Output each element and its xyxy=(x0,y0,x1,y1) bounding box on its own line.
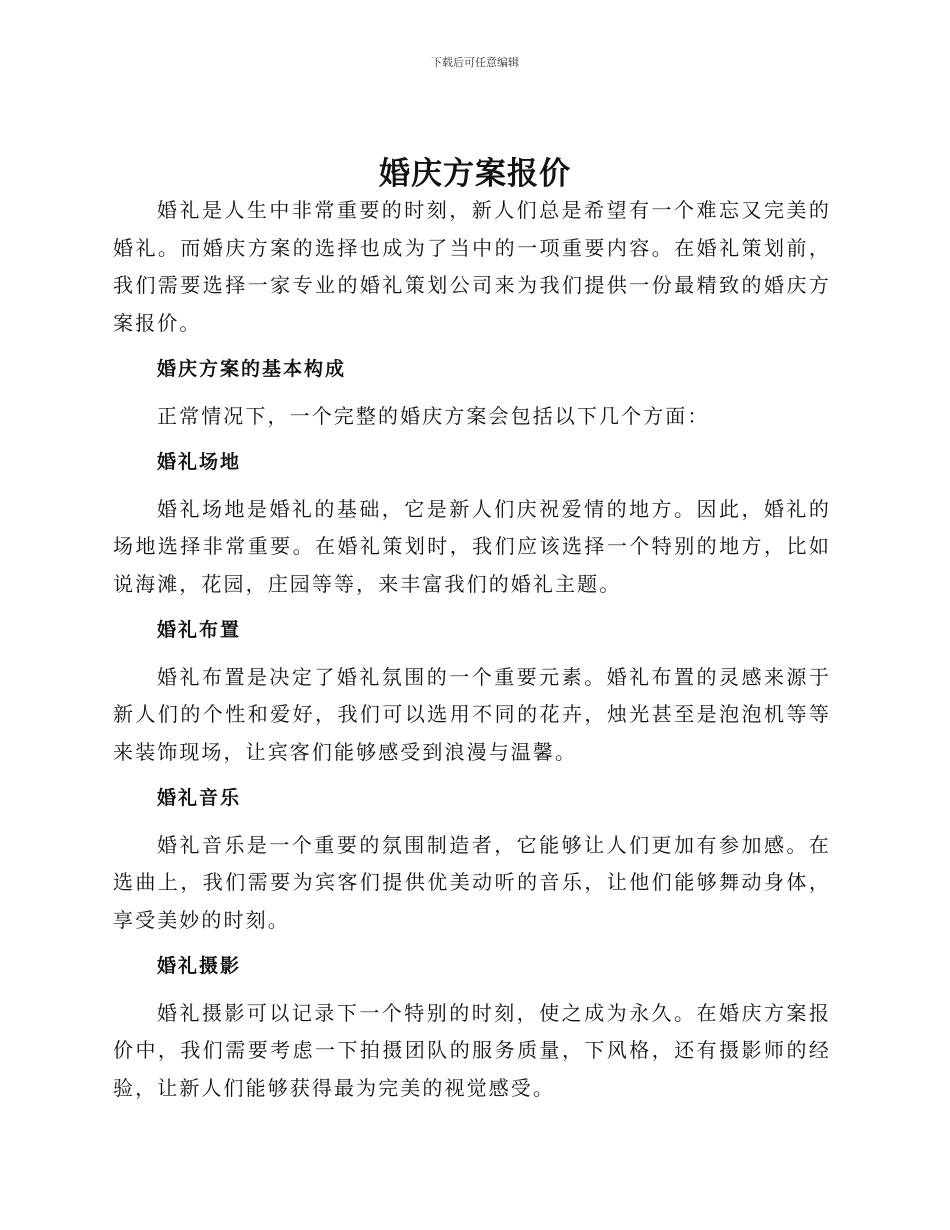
document-title: 婚庆方案报价 xyxy=(379,156,571,192)
section-heading-venue: 婚礼场地 xyxy=(157,451,242,473)
section-heading-photography: 婚礼摄影 xyxy=(157,955,242,977)
section-heading-basic: 婚庆方案的基本构成 xyxy=(157,358,347,380)
intro-paragraph: 婚礼是人生中非常重要的时刻，新人们总是希望有一个难忘又完美的婚礼。而婚庆方案的选择也成为了当中的一项重要内容。在婚礼策划前，我们需要选择一家专业的婚礼策划公司来为我们提供一份最精致的婚庆方案报价。 xyxy=(113,198,831,335)
document-body xyxy=(113,192,831,1107)
section-text-basic: 正常情况下，一个完整的婚庆方案会包括以下几个方面： xyxy=(157,403,710,428)
section-text-music: 婚礼音乐是一个重要的氛围制造者，它能够让人们更加有参加感。在选曲上，我们需要为宾客们提供优美动听的音乐，让他们能够舞动身体，享受美妙的时刻。 xyxy=(113,832,831,932)
section-heading-music: 婚礼音乐 xyxy=(157,787,242,809)
section-text-venue: 婚礼场地是婚礼的基础，它是新人们庆祝爱情的地方。因此，婚礼的场地选择非常重要。在婚礼策划时，我们应该选择一个特别的地方，比如说海滩，花园，庄园等等，来丰富我们的婚礼主题。 xyxy=(113,496,831,596)
section-text-decoration: 婚礼布置是决定了婚礼氛围的一个重要元素。婚礼布置的灵感来源于新人们的个性和爱好，我们可以选用不同的花卉，烛光甚至是泡泡机等等来装饰现场，让宾客们能够感受到浪漫与温馨。 xyxy=(113,664,831,764)
section-text-photography: 婚礼摄影可以记录下一个特别的时刻，使之成为永久。在婚庆方案报价中，我们需要考虑一下拍摄团队的服务质量，下风格，还有摄影师的经验，让新人们能够获得最为完美的视觉感受。 xyxy=(113,1000,831,1100)
section-heading-decoration: 婚礼布置 xyxy=(157,619,242,641)
page-header-note: 下载后可任意编辑 xyxy=(431,56,519,69)
